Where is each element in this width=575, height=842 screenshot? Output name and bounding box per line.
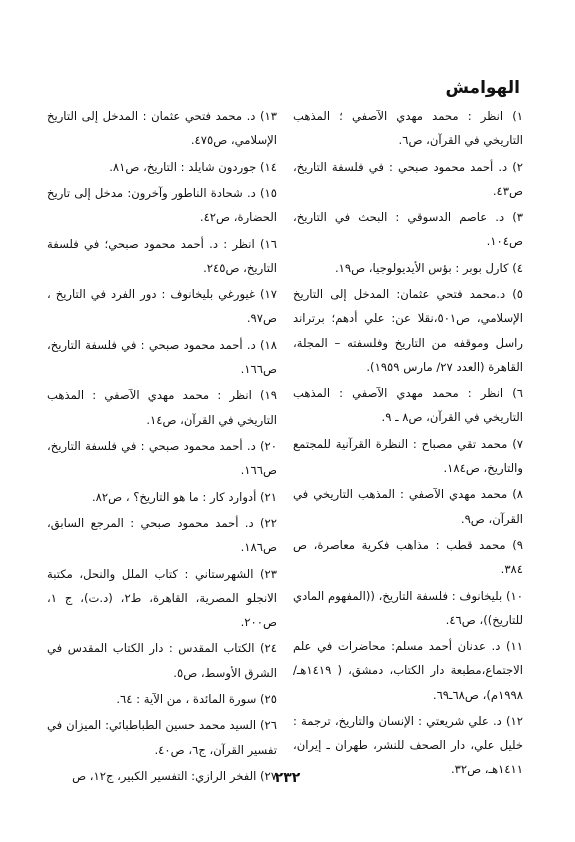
footnote: ٢٧) الفخر الرازي: التفسير الكبير، ج١٢، ص xyxy=(72,768,277,783)
footnote: ٢) د. أحمد محمود صبحي : في فلسفة التاريخ، ص٤٣. xyxy=(293,159,523,198)
footnote: ٢٢) د. أحمد محمود صبحي : المرجع السابق، ص١٨٦. xyxy=(47,515,277,555)
footnote: ١٨) د. أحمد محمود صبحي : في فلسفة التاريخ، ص١٦٦. xyxy=(47,337,277,376)
footnote: ١٥) د. شحادة الناطور وآخرون: مدخل إلى تاريخ الحضارة، ص٤٢. xyxy=(47,185,277,225)
footnotes-column-right xyxy=(293,104,523,784)
footnote: ١١) د. عدنان أحمد مسلم: محاضرات في علم الاجتماع،مطبعة دار الكتاب، دمشق، ( ١٤١٩هـ/١٩٩٨م)، ص٦٨ـ٦٩. xyxy=(293,639,523,702)
footnote: ١٧) غيورغي بليخانوف : دور الفرد في التاريخ ، ص٩٧. xyxy=(47,287,277,326)
footnote: ١٩) انظر : محمد مهدي الآصفي : المذهب التاريخي في القرآن، ص١٤. xyxy=(47,388,277,427)
footnote: ٣) د. عاصم الدسوقي : البحث في التاريخ، ص١٠٤. xyxy=(293,210,523,249)
footnote: ٢٥) سورة المائدة ، من الآية : ٦٤. xyxy=(116,691,277,706)
page-number: ٢٣٢ xyxy=(274,770,301,786)
footnote: ١٣) د. محمد فتحي عثمان : المدخل إلى التاريخ الإسلامي، ص٤٧٥. xyxy=(47,109,277,148)
footnote: ٥) د.محمد فتحي عثمان: المدخل إلى التاريخ الإسلامي، ص٥٠١،نقلا عن: علي أدهم؛ برتراند راسل وموقفه من التاريخ وفلسفته – المجلة، القاهرة (العدد ٢٧/ مارس ١٩٥٩). xyxy=(293,287,523,374)
footnote: ٢٠) د. أحمد محمود صبحي : في فلسفة التاريخ، ص١٦٦. xyxy=(47,438,277,478)
footnote: ٦) انظر : محمد مهدي الآصفي : المذهب التاريخي في القرآن، ص٨ ـ ٩. xyxy=(293,386,523,425)
footnotes-column-left xyxy=(47,104,277,790)
footnote: ١) انظر : محمد مهدي الآصفي ؛ المذهب التاريخي في القرآن، ص٦. xyxy=(293,109,523,148)
footnote: ٢١) أدوارد كار : ما هو التاريخ؟ ، ص٨٢. xyxy=(91,489,277,504)
footnote: ٤) كارل بوبر : بؤس الأيديولوجيا، ص١٩. xyxy=(334,260,523,275)
footnote: ٢٣) الشهرستاني : كتاب الملل والنحل، مكتبة الانجلو المصرية، القاهرة، ط٢، (د.ت)، ج ١، ص٢٠٠. xyxy=(47,566,277,629)
footnote: ١٦) انظر : د. أحمد محمود صبحي؛ في فلسفة التاريخ، ص٢٤٥. xyxy=(47,236,277,275)
footnote: ٩) محمد قطب : مذاهب فكرية معاصرة، ص ٣٨٤. xyxy=(293,537,523,577)
footnote: ١٤) جوردون شايلد : التاريخ، ص٨١. xyxy=(109,159,277,174)
footnote: ١٠) بليخانوف : فلسفة التاريخ، ((المفهوم المادي للتاريخ))، ص٤٦. xyxy=(293,588,523,627)
page-title: الهوامش xyxy=(445,78,520,98)
footnote: ٨) محمد مهدي الآصفي : المذهب التاريخي في القرآن، ص٩. xyxy=(293,487,523,526)
footnote: ٢٤) الكتاب المقدس : دار الكتاب المقدس في الشرق الأوسط، ص٥. xyxy=(47,641,277,680)
footnote: ٢٦) السيد محمد حسين الطباطبائي: الميزان في تفسير القرآن، ج٦، ص٤٠. xyxy=(47,718,277,757)
footnote: ٧) محمد تقي مصباح : النظرة القرآنية للمجتمع والتاريخ، ص١٨٤. xyxy=(293,436,523,475)
footnote: ١٢) د. علي شريعتي : الإنسان والتاريخ، ترجمة : خليل علي، دار الصحف للنشر، طهران ـ إيران، ١٤١١هـ، ص٣٢. xyxy=(293,713,523,777)
